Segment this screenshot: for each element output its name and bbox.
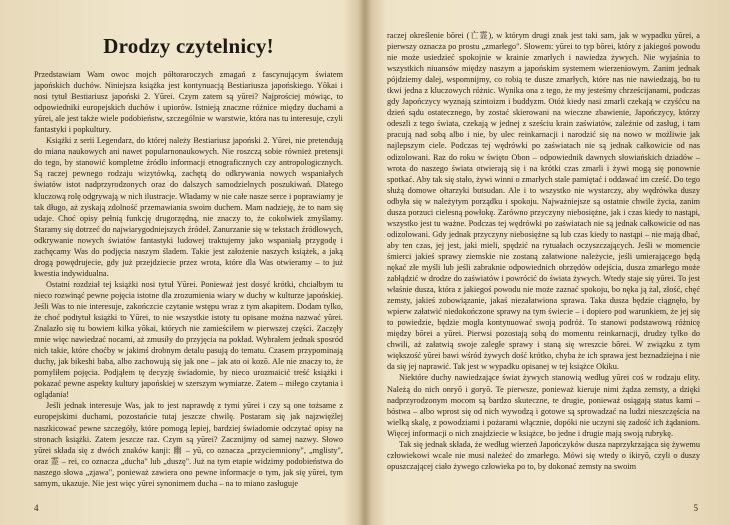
paragraph: Tak się jednak składa, że według wierzeń Japończyków dusza naprzykrzająca się żywemu człowiekowi wcale nie musi należeć do zmarłego. Mówi się wtedy o ikiryō, czyli o duszy opuszczającej ciało żywego człowieka po to, by dokonać zemsty na swoim — [387, 439, 700, 471]
right-page — [365, 0, 730, 525]
paragraph: Niektóre duchy nawiedzające świat żywych stanowią według yūrei coś w rodzaju elity. Należą do nich onryō i goryō. Te pierwsze, ponieważ kieruje nimi żądza zemsty, a dzięki nadprzyrodzonym mocom są bardzo skuteczne, te drugie, ponieważ osiągają status kami – bóstwa – albo wprost się od nich wywodzą i gotowe są sprowadzać na ludzi nieszczęścia na wielką skalę, z powodziami i pożarami włącznie, dopóki nie uczyni się zadość ich żądaniom. Więcej informacji o nich znajdziecie w książce, bo jedne i drugie mają swoją rubrykę. — [387, 373, 700, 438]
paragraph: Przedstawiam Wam owoc mojch półtoraroczych zmagań z fascynującym światem japońskich duchów. Niniejsza książka jest kontynuacją Bestiariusza japońskiego. Yōkai i nosi tytuł Bestiariusz japoński 2. Yūrei. Czym zatem są yūrei? Najprościej mówiąc, to odpowiedniki europejskich duchów i upiorów. Istnieją znaczne różnice między duchami a yūrei, ale jest także wiele podobieństw, szczególnie w warstwie, która nas tu interesuje, czyli fantastyki i popkultury. — [34, 70, 343, 135]
paragraph: Jeśli jednak interesuje Was, jak to jest naprawdę z tymi yūrei i czy są one tożsame z europejskimi duchami, pozostańcie tutaj jeszcze chwilę. Postaram się jak najzwięźlej naszkicować pewne szczegóły, które pomogą lepiej, bardziej świadomie odczytać opisy na stronach książki. Zatem jeszcze raz. Czym są yūrei? Zacznijmy od samej nazwy. Słowo yūrei składa się z dwóch znaków kanji: 幽 – yū, co oznacza „przyciemniony", „mglisty", oraz 霊 – rei, co oznacza „ducha" lub „duszę". Już na tym etapie widzimy podobieństwa do naszego słowa „zjawa", ponieważ zawiera ono pewne informacje o tym, jak się yūrei, tym samym, ukazuje. Nie jest więc yūrei synonimem ducha – na to miano zasługuje — [34, 401, 343, 488]
page-number: 5 — [693, 503, 698, 513]
paragraph: Książki z serii Legendarz, do której należy Bestiariusz japoński 2. Yūrei, nie pretendują do miana naukowych ani nawet popularnonaukowych. Nie roszczą sobie również pretensji do tego, by stanowić kompletne źródło informacji etnograficznych czy antropologicznych. Są raczej pewnego rodzaju wizytówką, zachętą do odkrywania nowych wspaniałych światów istot nadprzyrodzonych oraz do dalszych samodzielnych poszukiwań. Dlatego kluczową rolę odgrywają w nich ilustracje. Władamy w nie całe nasze serce i poprawiamy je tak długo, aż zyskają zdolność przemawiania swoim duchem. Mam nadzieję, że to nam się udaje. Choć opisy pełnią funkcję drugorzędną, nie znaczy to, że cokolwiek zmyślamy. Staramy się dotrzeć do najwiarygodniejszych źródeł. Zanurzanie się w tekstach źródłowych, odkrywanie nowych światów fantastyki ludowej traktujemy jako wspaniałą przygodę i zachęcamy Was do podjęcia naszym śladem. Takie jest założenie naszych książek, a jaką drogą powędrujecie, gdy już przejdziecie przez wrota, które dla Was otwieramy – to już kwestia indywidualna. — [34, 136, 343, 278]
right-page-text — [387, 30, 700, 472]
page-number: 4 — [34, 503, 39, 513]
paragraph: Ostatni rozdział tej książki nosi tytuł Yūrei. Ponieważ jest dosyć krótki, chciałbym tu nieco rozwinąć pewne pojęcia istotne dla zrozumienia wiary w duchy w kulturze japońskiej. Jeśli Was to nie interesuje, zakończcie czytanie wstępu wraz z tym akapitem. Dodam tylko, że choć podtytuł książki to Yūrei, to nie wszystkie istoty tu opisane można nazwać yūrei. Znalazło się tu bowiem kilka yōkai, których nie zamieściłem w pierwszej części. Zaczęły mnie więc nawiedzać nocami, aż zmusiły do przyjęcia na pokład. Wybrałem jednak sposród nich takie, które choćby w jakimś drobnym detalu pasują do tematu. Czasem przypominają duchy, jak bikeshi baba, albo zachowują się jak one – jak ato oi kozō. Ale nie znaczy to, że pomyliłem pojęcia. Podjąłem tę decyzję świadomie, by nieco urozmaicić treść książki i pokazać pewne aspekty kultury japońskiej w szerszym wymiarze. Zatem – miłego czytania i oglądania! — [34, 279, 343, 400]
left-page-text — [34, 69, 343, 489]
paragraph: raczej określenie bōrei (亡霊), w którym drugi znak jest taki sam, jak w wypadku yūrei, a pierwszy oznacza po prostu „zmarłego". Słowem: yūrei to typ bōrei, który z jakiegoś powodu nie może usiedzieć spokojnie w krainie zmarłych i nawiedza żywych. Nie wyjaśnia to wszystkich niuansów między naszym a japońskim systemem wierzeniowym. Zanim jednak pójdziemy dalej, wspomnijmy, co robią te dusze zmarłych, które nas nie nawiedzają, bo tu tkwi jedna z kluczowych różnic. Wynika ona z tego, że my jesteśmy chrześcijanami, podczas gdy Japończycy wyznają szintoizm i buddyzm. Otóż kiedy nasi zmarli czekają w czyśćcu na dzień sądu ostatecznego, by zostać skierowani na wieczne zbawienie, Japończycy, którzy odeszli z tego świata, czekają w jednej z sześciu krain zaświatów, zależnie od zasług, i tam pracują nad sobą albo i nie, by ulec reinkarnacji i narodzić się na nowo w możliwie jak najlepszym ciele. Podczas tej wędrówki po zaświatach nie są jednak całkowicie od nas odizolowani. Raz do roku w święto Obon – odpowiednik dawnych słowiańskich dziadów – wrota do naszego świata otwierają się i na krótki czas zmarli i żywi mogą się ponownie spotkać. Aby tak się stało, żywi winni o zmarłych stale pamiętać i oddawać im cześć. Do tego służą domowe ołtarzyki butsudan. Ale i to wszystko nie wystarczy, aby wędrówka duszy odbyła się w należytym porządku i spokoju. Najważniejsze są ostatnie chwile życia, zanim dusza porzuci cielesną powłokę. Zarówno przyczyny niebosiężne, jak i czas kiedy to nastąpi, wszystko jest tu ważne. Podczas tej wędrówki po zaświatach nie są jednak całkowicie od nas odizolowani. Gdy jednak przyczyny niebosiężne są lub czas kiedy to nastąpi – nie mają dbać, aby ten czas, jej jest, jaki mieli, spędzić na rytuałach oczyszczających. Jeśli w momencie śmierci jakieś sprawy ziemskie nie zostaną załatwione należycie, jeśli umierającego będą nękać złe myśli lub jeśli zabraknie odpowiednich obrzędów odejścia, dusza zmarłego może zabłądzić w drodze do zaświatów i powrócić do świata żywych. Wtedy staje się yūrei. To jest właśnie dusza, która z jakiegoś powodu nie może zaznać spokoju, bo nęka ją żal, złość, chęć zemsty, jakieś zobowiązanie, jakaś niezałatwiona sprawa. Taka dusza będzie ciągnęło, by wpierw załatwić niedokończone sprawy na tym świecie – i dopiero pod warunkiem, że jej się to powiedzie, będzie mogła kontynuować swoją podróż. To stanowi podstawową różnicę między bōrei a yūrei. Pierwsi pozostają sobą do momentu reinkarnacji, drudzy tylko do chwili, aż załatwią swoje zaległe sprawy i staną się wreszcie bōrei. W związku z tym większość yūrei bawi wśród żywych dość krótko, chyba że ich sprawa jest beznadziejna i nie da się jej naprawić. Tak jest w wypadku opisanej w tej książce Okiku. — [387, 31, 700, 372]
page-title: Drodzy czytelnicy! — [103, 34, 274, 58]
